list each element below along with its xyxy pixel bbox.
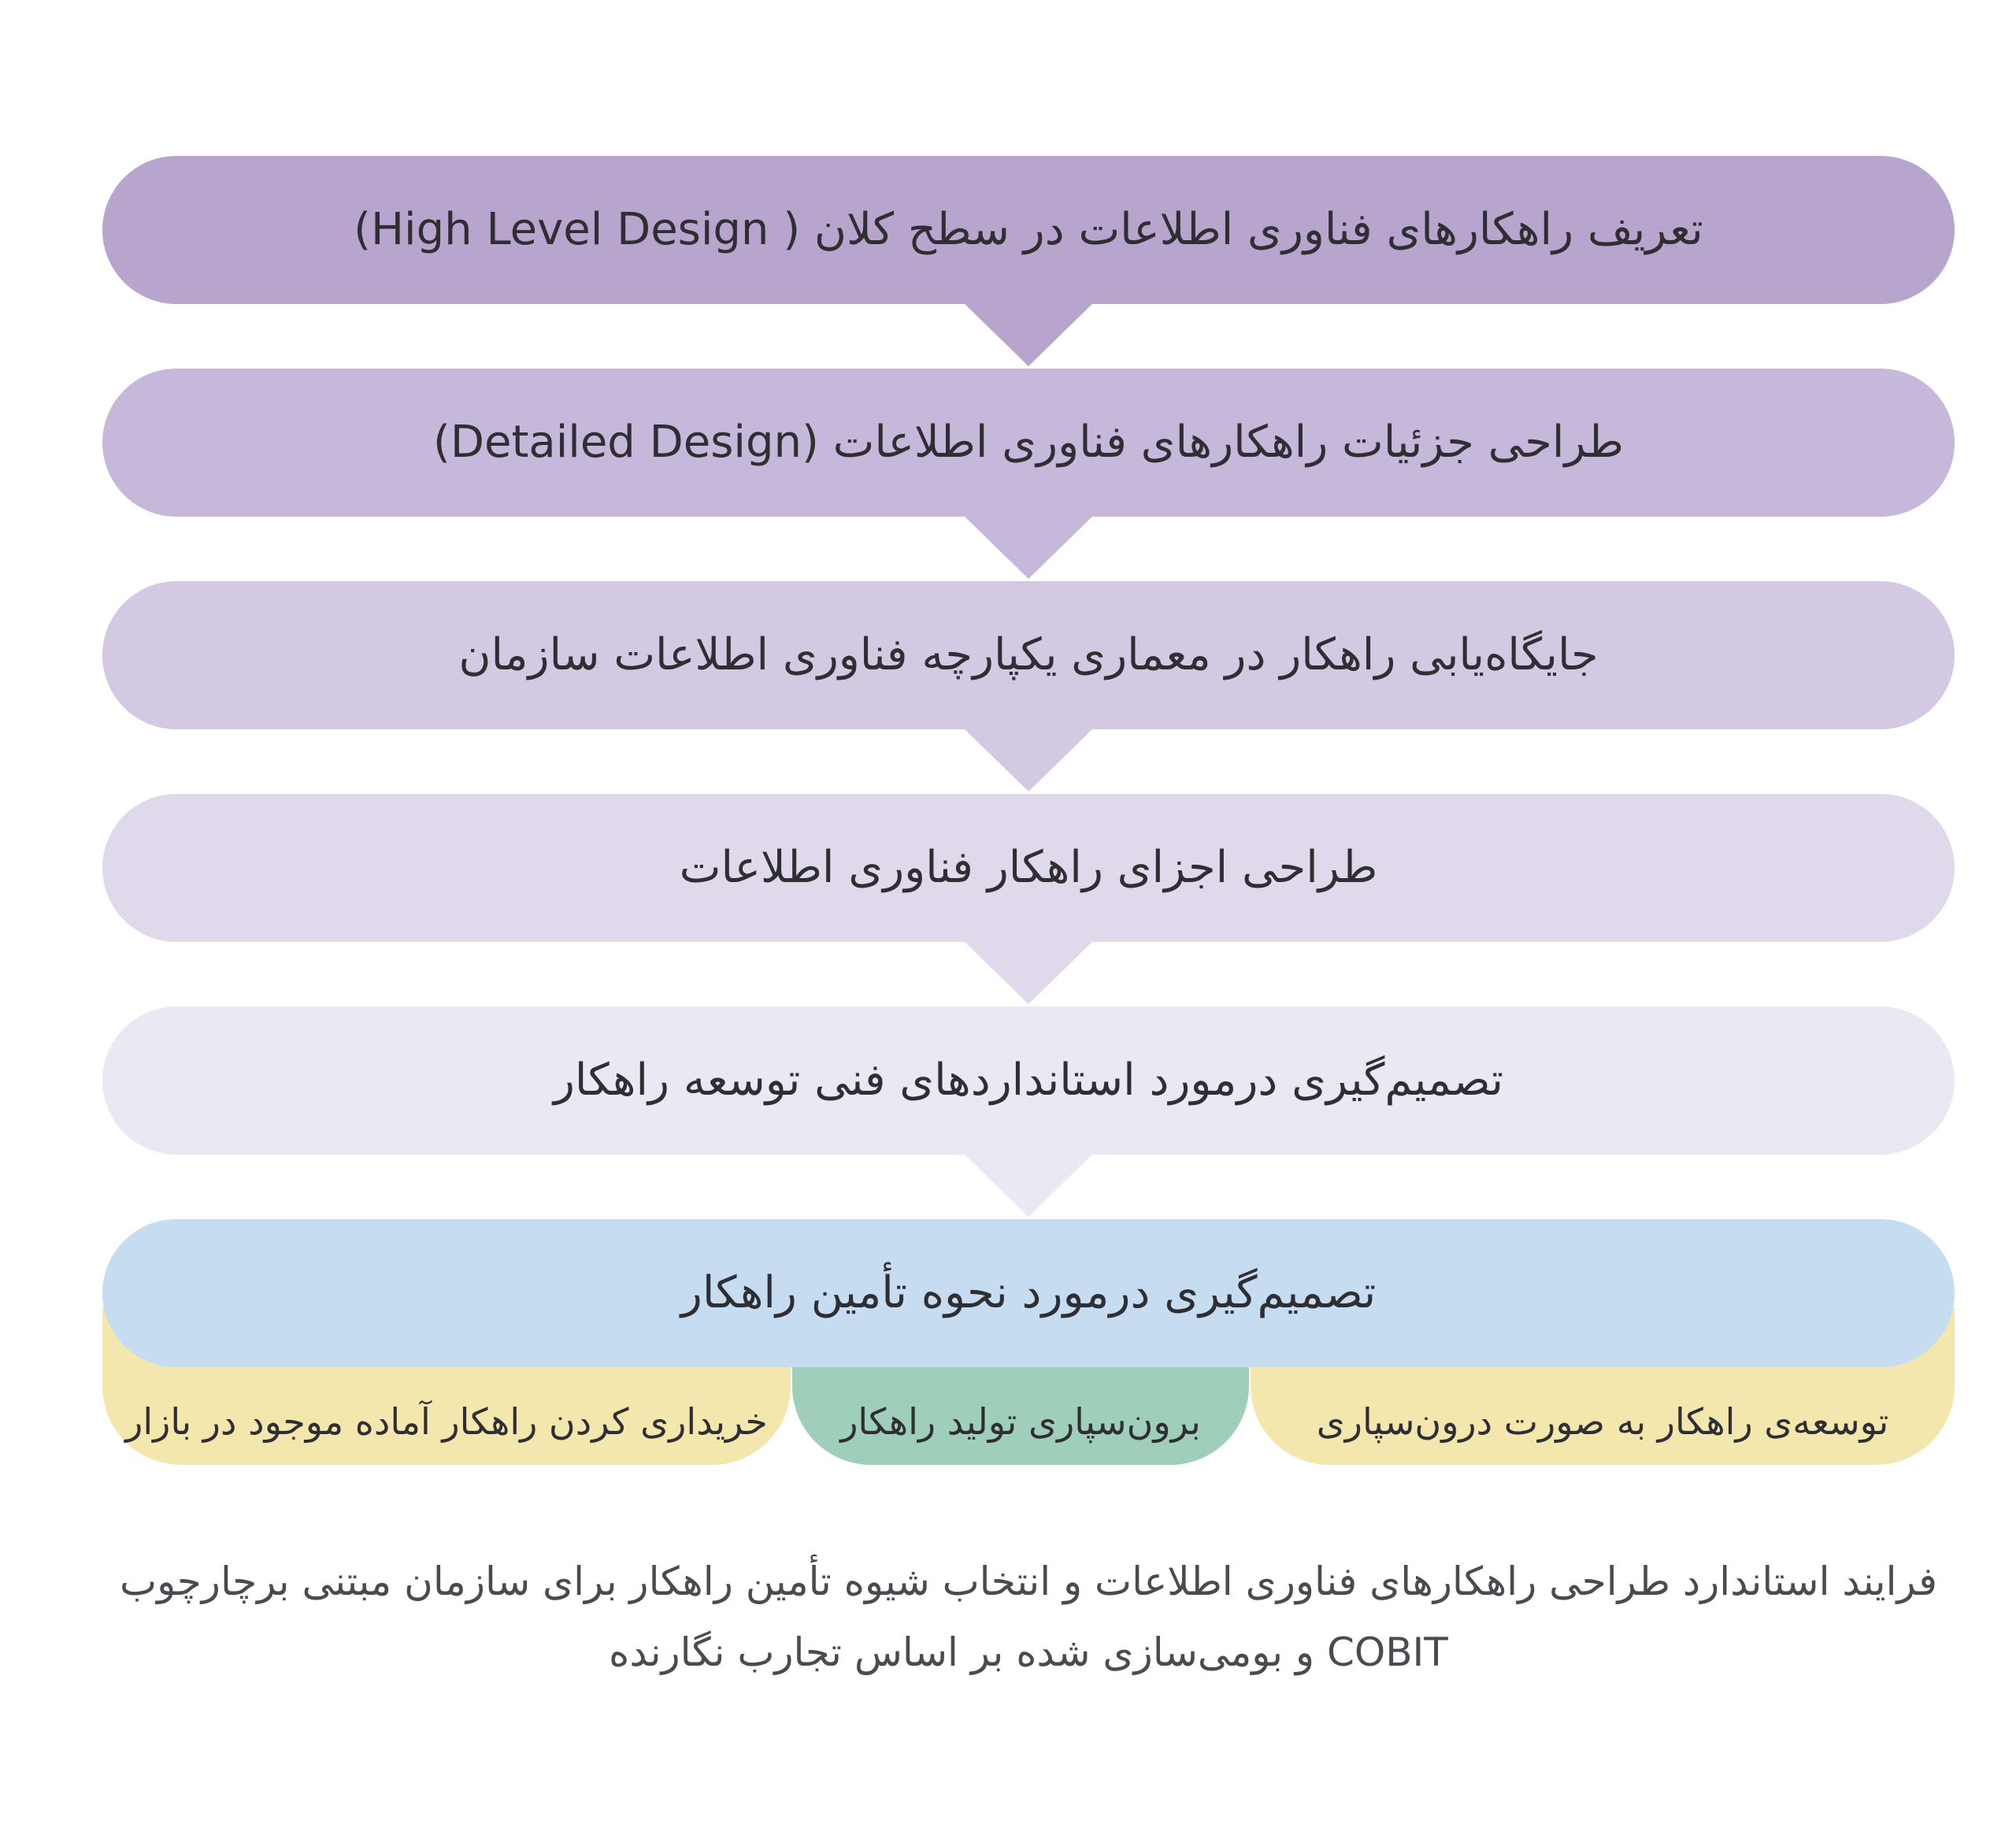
step-sourcing-decision-label: تصمیم‌گیری درمورد نحوه تأمین راهکار (680, 1267, 1377, 1318)
arrow-down-3 (964, 728, 1093, 792)
step-architecture-placement-label: جایگاه‌یابی راهکار در معماری یکپارچه فناوری اطلاعات سازمان (458, 629, 1599, 680)
step-detailed-design (102, 369, 1955, 517)
caption-line-2: COBIT و بومی‌سازی شده بر اساس تجارب نگارنده (609, 1629, 1448, 1675)
option-outsource-label: برون‌سپاری تولید راهکار (840, 1400, 1201, 1443)
step-architecture-placement (102, 581, 1955, 729)
step-high-level-design (102, 156, 1955, 304)
step-technical-standards (102, 1007, 1955, 1155)
step-component-design (102, 794, 1955, 942)
step-component-design-label: طراحی اجزای راهکار فناوری اطلاعات (679, 842, 1378, 893)
arrow-down-1 (964, 303, 1093, 366)
step-high-level-design-label: تعریف راهکارهای فناوری اطلاعات در سطح کلان ( High Level Design) (354, 204, 1703, 255)
step-detailed-design-label: طراحی جزئیات راهکارهای فناوری اطلاعات (Detailed Design) (433, 417, 1624, 468)
arrow-down-4 (964, 941, 1093, 1004)
caption-line-1: فرایند استاندارد طراحی راهکارهای فناوری اطلاعات و انتخاب شیوه تأمین راهکار برای سازمان مبتنی برچارچوب (120, 1559, 1937, 1604)
arrow-down-2 (964, 516, 1093, 579)
step-sourcing-decision (102, 1219, 1955, 1367)
step-technical-standards-label: تصمیم‌گیری درمورد استانداردهای فنی توسعه راهکار (553, 1055, 1504, 1106)
option-buy-label: خریداری کردن راهکار آماده موجود در بازار (125, 1400, 768, 1443)
arrow-down-5 (964, 1154, 1093, 1217)
option-insource-label: توسعه‌ی راهکار به صورت درون‌سپاری (1316, 1400, 1889, 1443)
